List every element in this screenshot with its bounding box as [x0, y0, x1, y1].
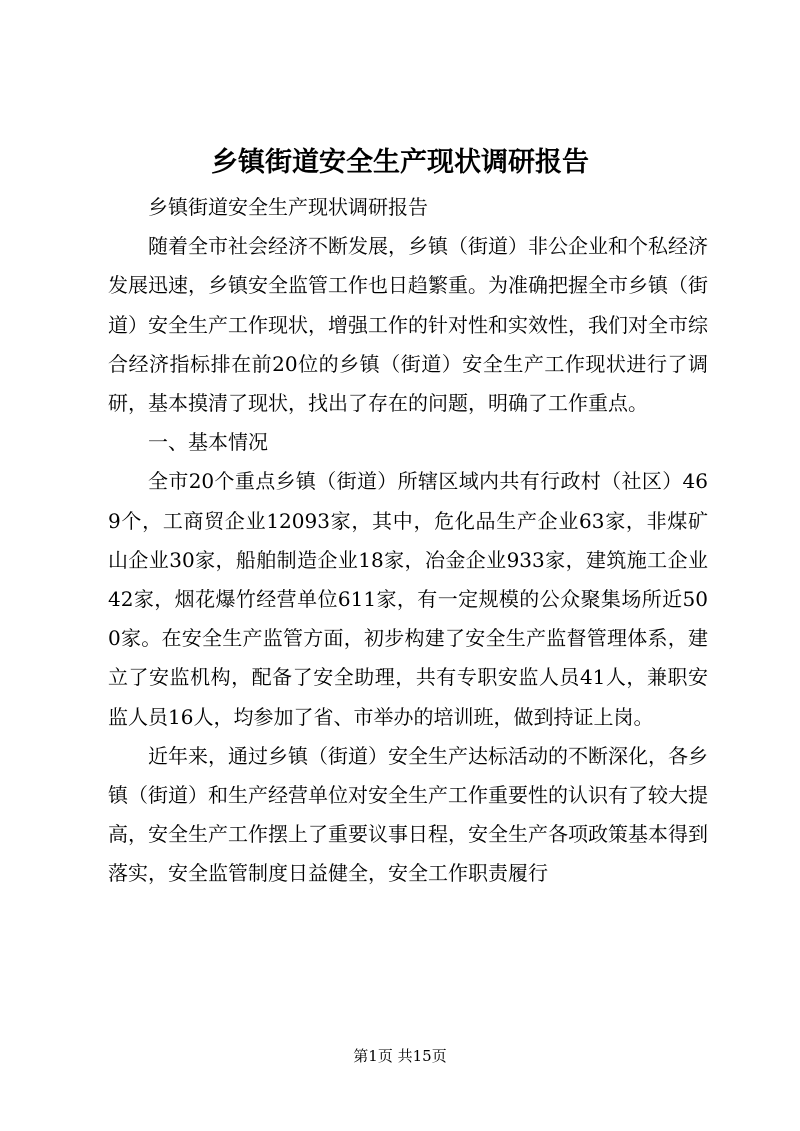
section-heading: 一、基本情况 — [148, 430, 268, 455]
intro-paragraph: 随着全市社会经济不断发展，乡镇（街道）非公企业和个私经济发展迅速，乡镇安全监管工作也日趋繁重。为准确把握全市乡镇（街道）安全生产工作现状，增强工作的针对性和实效性，我们对全市综合经济指标排在前20位的乡镇（街道）安全生产工作现状进行了调研，基本摸清了现状，找出了存在的问题，明确了工作重点。 — [108, 234, 708, 416]
basic-situation-paragraph: 全市20个重点乡镇（街道）所辖区域内共有行政村（社区）469个，工商贸企业12093家，其中，危化品生产企业63家，非煤矿山企业30家，船舶制造企业18家，冶金企业933家，建筑施工企业42家，烟花爆竹经营单位611家，有一定规模的公众聚集场所近500家。在安全生产监管方面，初步构建了安全生产监督管理体系，建立了安监机构，配备了安全助理，共有专职安监人员41人，兼职安监人员16人，均参加了省、市举办的培训班，做到持证上岗。 — [108, 469, 708, 729]
document-body — [108, 188, 708, 894]
recent-years-paragraph: 近年来，通过乡镇（街道）安全生产达标活动的不断深化，各乡镇（街道）和生产经营单位对安全生产工作重要性的认识有了较大提高，安全生产工作摆上了重要议事日程，安全生产各项政策基本得到落实，安全监管制度日益健全，安全工作职责履行 — [108, 743, 708, 886]
document-title: 乡镇街道安全生产现状调研报告 — [211, 147, 589, 178]
page-footer: 第1页 共15页 — [353, 1047, 447, 1065]
subtitle-paragraph: 乡镇街道安全生产现状调研报告 — [148, 195, 428, 219]
